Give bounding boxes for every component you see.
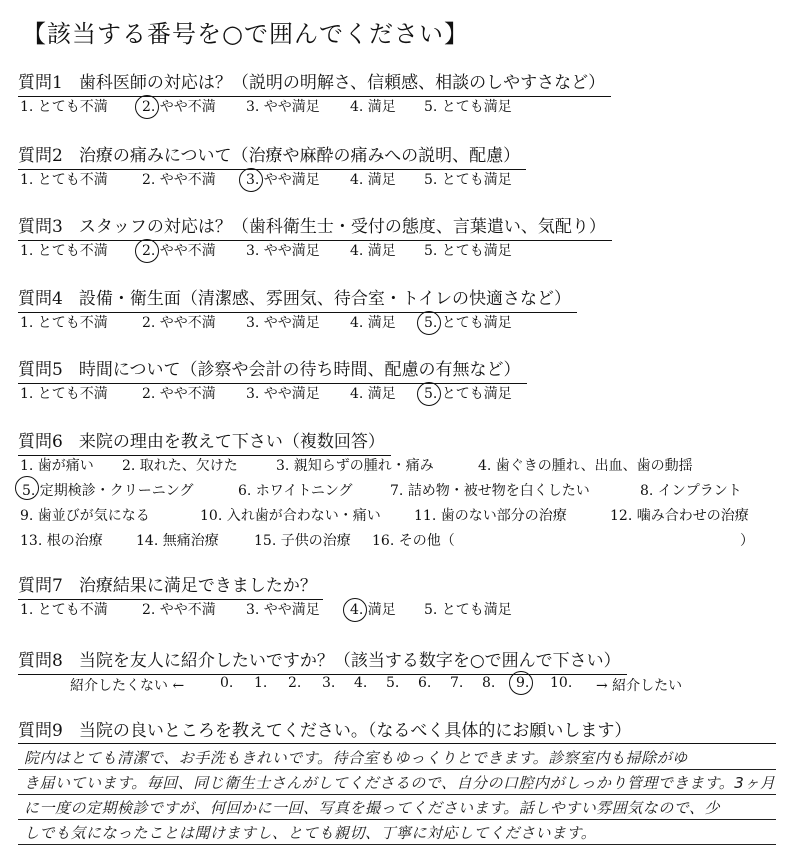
rating-option: 5. とても満足 [424,99,512,115]
question-text: 治療の痛みについて（治療や麻酔の痛みへの説明、配慮） [78,146,521,166]
reason-option: 3. 親知らずの腫れ・痛み [276,458,434,474]
reason-option-label: 5. 定期検診・クリーニング [22,480,194,500]
rating-option: 1. とても不満 [20,386,108,402]
handwritten-line: しでも気になったことは聞けますし、とても親切、丁寧に対応してくださいます。 [18,821,776,845]
rating-option-selected: 3. やや満足 [246,172,320,188]
question-number: 質問6 [18,432,63,452]
rating-option: 5. とても満足 [424,172,512,188]
question-8 [18,646,683,694]
reason-option: 6. ホワイトニング [238,483,353,499]
reason-option: 8. インプラント [640,483,742,499]
reason-option: 9. 歯並びが気になる [20,508,150,524]
question-6-heading [18,427,391,456]
reason-option: 16. その他（ [372,533,455,549]
comment-box [18,743,776,844]
rating-option: 3. やや満足 [246,386,320,402]
handwritten-line: に一度の定期検診ですが、何回かに一回、写真を撮ってくださいます。話しやすい雰囲気なので、少 [18,796,776,820]
scale-number: 3. [322,675,336,691]
question-9 [18,716,631,741]
rating-option: 1. とても不満 [20,243,108,259]
question-number: 質問4 [18,289,63,309]
question-7-heading [18,571,323,600]
rating-option: 2. やや不満 [142,386,216,402]
question-text: 当院の良いところを教えてください。（なるべく具体的にお願いします） [78,721,632,741]
scale-right-label: → 紹介したい [596,678,683,694]
rating-option-selected: 2. やや不満 [142,99,216,115]
reason-option: 12. 噛み合わせの治療 [610,508,749,524]
selected-number: 2. [142,243,156,259]
reason-option: 13. 根の治療 [20,533,103,549]
rating-option-selected: 4. 満足 [350,602,396,618]
question-number: 質問2 [18,146,63,166]
scale-number: 1. [254,675,268,691]
reason-option: 11. 歯のない部分の治療 [414,508,567,524]
selected-number: 4. [350,602,364,618]
scale-number: 6. [418,675,432,691]
question-text: 治療結果に満足できましたか？ [78,576,317,596]
reason-option: 14. 無痛治療 [136,533,219,549]
question-number: 質問7 [18,576,63,596]
rating-option: 2. やや不満 [142,315,216,331]
rating-option: 4. 満足 [350,172,396,188]
question-4-heading [18,284,577,313]
question-1 [18,68,611,115]
question-text: 設備・衛生面（清潔感、雰囲気、待合室・トイレの快適さなど） [78,289,571,309]
question-8-heading [18,646,627,675]
rating-option-selected: 2. やや不満 [142,243,216,259]
question-2 [18,141,526,188]
scale-number: 10. [550,675,573,691]
reason-option-selected [22,480,194,500]
page-title: 【該当する番号を○で囲んでください】 [22,20,469,48]
selected-number: 3. [246,172,260,188]
scale-number: 2. [288,675,302,691]
scale-number-selected: 9. [516,675,530,691]
scale-number: 7. [450,675,464,691]
rating-option: 2. やや不満 [142,172,216,188]
rating-option: 4. 満足 [350,315,396,331]
question-3-heading [18,212,612,241]
rating-option: 1. とても不満 [20,602,108,618]
other-close-paren: ） [740,533,754,549]
question-number: 質問9 [18,721,63,741]
question-text: 来院の理由を教えて下さい（複数回答） [78,432,385,452]
rating-option: 3. やや満足 [246,243,320,259]
question-1-heading [18,68,611,97]
rating-option: 3. やや満足 [246,602,320,618]
rating-option: 4. 満足 [350,99,396,115]
rating-option: 3. やや満足 [246,99,320,115]
scale-number: 0. [220,675,234,691]
reason-option: 4. 歯ぐきの腫れ、出血、歯の動揺 [478,458,693,474]
selected-number: 5. [424,315,438,331]
reason-option: 7. 詰め物・被せ物を白くしたい [390,483,590,499]
reason-option: 1. 歯が痛い [20,458,94,474]
question-9-heading [18,716,631,741]
handwritten-line: き届いています。毎回、同じ衛生士さんがしてくださるので、自分の口腔内がしっかり管理できます。3ヶ月 [18,771,776,795]
reason-option: 10. 入れ歯が合わない・痛い [200,508,381,524]
question-number: 質問3 [18,217,63,237]
rating-option: 4. 満足 [350,386,396,402]
question-text: スタッフの対応は？（歯科衛生士・受付の態度、言葉遣い、気配り） [78,217,606,237]
selected-number: 5. [424,386,438,402]
rating-option: 3. やや満足 [246,315,320,331]
scale-number: 5. [386,675,400,691]
question-text: 当院を友人に紹介したいですか？（該当する数字を○で囲んで下さい） [78,651,621,671]
question-number: 質問5 [18,360,63,380]
question-5 [18,355,527,402]
reason-option: 2. 取れた、欠けた [122,458,238,474]
question-text: 歯科医師の対応は？（説明の明解さ、信頼感、相談のしやすさなど） [78,73,606,93]
rating-option: 5. とても満足 [424,602,512,618]
question-number: 質問8 [18,651,63,671]
scale-number: 8. [482,675,496,691]
handwritten-line: 院内はとても清潔で、お手洗もきれいです。待合室もゆっくりとできます。診察室内も掃除がゆ [18,746,776,770]
rating-option-selected: 5. とても満足 [424,315,512,331]
question-7 [18,571,512,618]
rating-option: 1. とても不満 [20,315,108,331]
question-text: 時間について（診察や会計の待ち時間、配慮の有無など） [78,360,521,380]
rating-option: 2. やや不満 [142,602,216,618]
question-number: 質問1 [18,73,63,93]
question-4 [18,284,577,331]
rating-option: 1. とても不満 [20,172,108,188]
rating-option: 5. とても満足 [424,243,512,259]
selected-number: 2. [142,99,156,115]
rating-option: 1. とても不満 [20,99,108,115]
question-6 [18,427,754,549]
rating-option-selected: 5. とても満足 [424,386,512,402]
rating-option: 4. 満足 [350,243,396,259]
question-5-heading [18,355,527,384]
reason-option: 15. 子供の治療 [254,533,351,549]
scale-number: 4. [354,675,368,691]
question-2-heading [18,141,526,170]
scale-left-label: 紹介したくない ← [70,678,185,694]
question-3 [18,212,612,259]
